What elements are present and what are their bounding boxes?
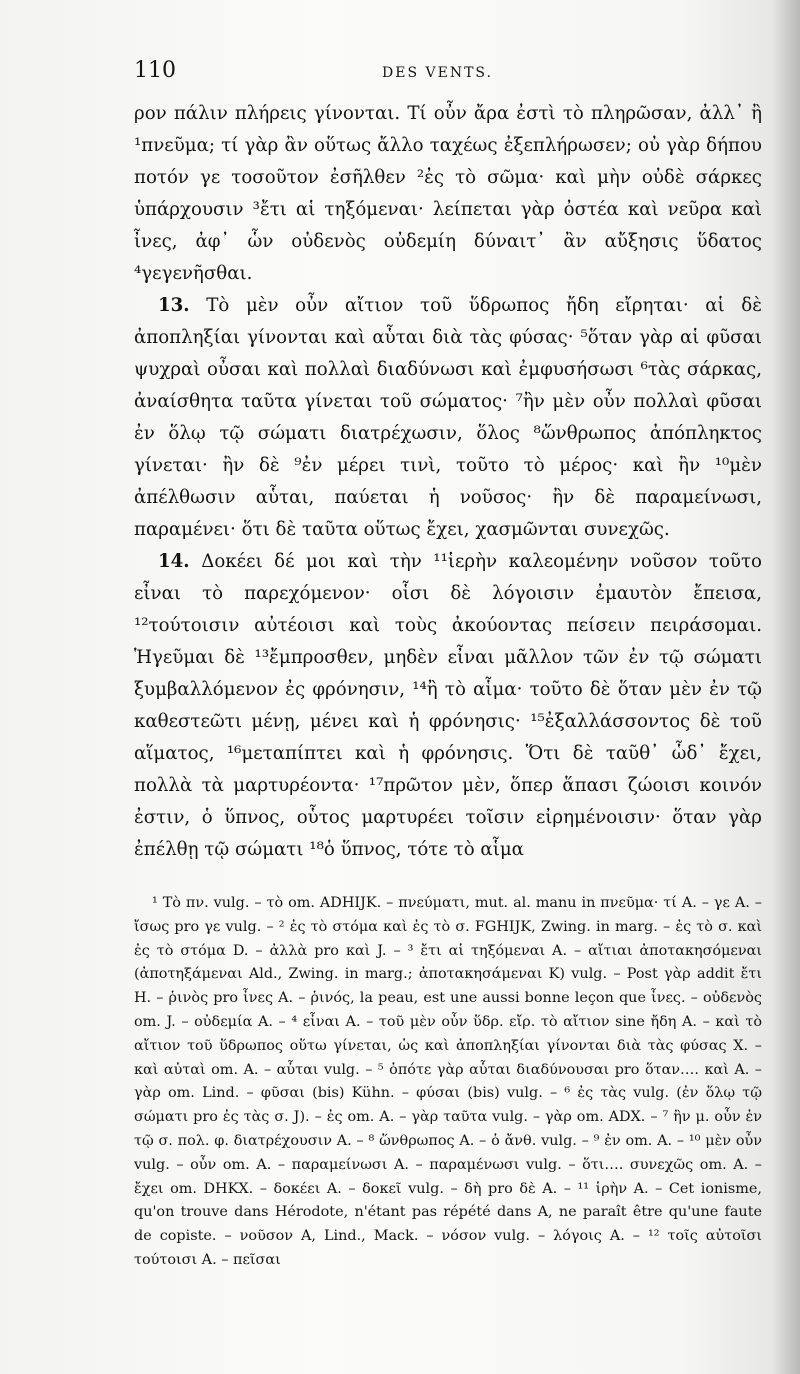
paragraph-section-14 bbox=[134, 546, 762, 866]
section-13-text: Τὸ μὲν οὖν αἴτιον τοῦ ὕδρωπος ἤδη εἴρηται· αἱ δὲ ἀποπληξίαι γίνονται καὶ αὗται διὰ τὰς φύσας· ⁵ὅταν γὰρ αἱ φῦσαι ψυχραὶ οὖσαι καὶ πολλαὶ διαδύνωσι καὶ ἐμφυσήσωσι ⁶τὰς σάρκας, ἀναίσθητα ταῦτα γίνεται τοῦ σώματος· ⁷ἢν μὲν οὖν πολλαὶ φῦσαι ἐν ὅλῳ τῷ σώματι διατρέχωσιν, ὅλος ⁸ὥνθρωπος ἀπόπληκτος γίνεται· ἢν δὲ ⁹ἐν μέρει τινὶ, τοῦτο τὸ μέρος· καὶ ἢν ¹⁰μὲν ἀπέλθωσιν αὗται, παύεται ἡ νοῦσος· ἢν δὲ παραμείνωσι, παραμένει· ὅτι δὲ ταῦτα οὕτως ἔχει, χασμῶνται συνεχῶς. bbox=[134, 295, 762, 540]
header-title: DES VENTS. bbox=[382, 65, 493, 81]
page-number: 110 bbox=[134, 58, 176, 83]
section-number-14: 14. bbox=[158, 551, 190, 572]
running-head bbox=[134, 58, 762, 98]
paragraph-section-13 bbox=[134, 290, 762, 546]
page-gutter-shadow bbox=[772, 0, 800, 1374]
paragraph-continuation: ρον πάλιν πλήρεις γίνονται. Τί οὖν ἄρα ἐστὶ τὸ πληρῶσαν, ἀλλ᾽ ἢ ¹πνεῦμα; τί γὰρ ἂν οὕτως ἄλλο ταχέως ἐξεπλήρωσεν; οὐ γὰρ δήπου ποτόν γε τοσοῦτον ἐσῆλθεν ²ἐς τὸ σῶμα· καὶ μὴν οὐδὲ σάρκες ὑπάρχουσιν ³ἔτι αἱ τηξόμεναι· λείπεται γὰρ ὀστέα καὶ νεῦρα καὶ ἶνες, ἀφ᾽ ὧν οὐδενὸς οὐδεμίη δύναιτ᾽ ἂν αὔξησις ὕδατος ⁴γεγενῆσθαι. bbox=[134, 103, 762, 284]
footnotes bbox=[134, 892, 762, 1273]
main-text bbox=[134, 98, 762, 866]
section-number-13: 13. bbox=[158, 295, 190, 316]
footnote-apparatus: ¹ Τὸ πν. vulg. – τὸ om. ADHIJK. – πνεύματι, mut. al. manu in πνεῦμα· τί A. – γε A. – ἴσως pro γε vulg. – ² ἐς τὸ στόμα καὶ ἐς τὸ σ. FGHIJK, Zwing. in marg. – ἐς τὸ σ. καὶ ἐς τὸ στόμα D. – ἀλλὰ pro καὶ J. – ³ ἔτι αἱ τηξόμεναι A. – αἴτιαι ἀποτακησόμεναι (ἀποτηξάμεναι Ald., Zwing. in marg.; ἀποτακησάμεναι K) vulg. – Post γὰρ addit ἔτι H. – ῥινὸς pro ἶνες A. – ῥινός, la peau, est une aussi bonne leçon que ἶνες. – οὐδενὸς om. J. – οὐδεμία A. – ⁴ εἶναι A. – τοῦ μὲν οὖν ὕδρ. εἴρ. τὸ αἴτιον sine ἤδη A. – καὶ τὸ αἴτιον τοῦ ὕδρωπος οὕτω γίνεται, ὡς καὶ ἀποπληξίαι γίνονται διὰ τὰς φύσας X. – καὶ αὐταὶ om. A. – αὗται vulg. – ⁵ ὁπότε γὰρ αὗται διαδύνουσαι pro ὅταν…. καὶ A. – γὰρ om. Lind. – φῦσαι (bis) Kühn. – φύσαι (bis) vulg. – ⁶ ἐς τὰς vulg. (ἐν ὅλῳ τῷ σώματι pro ἐς τὰς σ. J). – ἐς om. A. – γὰρ ταῦτα vulg. – γὰρ om. ADX. – ⁷ ἢν μ. οὖν ἐν τῷ σ. πολ. φ. διατρέχουσιν A. – ⁸ ὥνθρωπος A. – ὁ ἄνθ. vulg. – ⁹ ἐν om. A. – ¹⁰ μὲν οὖν vulg. – οὖν om. A. – παραμείνωσι A. – παραμένωσι vulg. – ὅτι…. συνεχῶς om. A. – ἔχει om. DHKX. – δοκέει A. – δοκεῖ vulg. – δὴ pro δὲ A. – ¹¹ ἱρὴν A. – Cet ionisme, qu'on trouve dans Hérodote, n'étant pas répété dans A, ne paraît être qu'une faute de copiste. – νοῦσον A, Lind., Mack. – νόσον vulg. – λόγοις A. – ¹² τοῖς αὐτοῖσι τούτοισι A. – πεῖσαι bbox=[134, 895, 762, 1268]
section-14-text: Δοκέει δέ μοι καὶ τὴν ¹¹ἱερὴν καλεομένην νοῦσον τοῦτο εἶναι τὸ παρεχόμενον· οἷσι δὲ λόγοισιν ἐμαυτὸν ἔπεισα, ¹²τούτοισιν αὐτέοισι καὶ τοὺς ἀκούοντας πείσειν πειράσομαι. Ἡγεῦμαι δὲ ¹³ἔμπροσθεν, μηδὲν εἶναι μᾶλλον τῶν ἐν τῷ σώματι ξυμβαλλόμενον ἐς φρόνησιν, ¹⁴ἢ τὸ αἷμα· τοῦτο δὲ ὅταν μὲν ἐν τῷ καθεστεῶτι μένῃ, μένει καὶ ἡ φρόνησις· ¹⁵ἐξαλλάσσοντος δὲ τοῦ αἵματος, ¹⁶μεταπίπτει καὶ ἡ φρόνησις. Ὅτι δὲ ταῦθ᾽ ὧδ᾽ ἔχει, πολλὰ τὰ μαρτυρέοντα· ¹⁷πρῶτον μὲν, ὅπερ ἅπασι ζώοισι κοινόν ἐστιν, ὁ ὕπνος, οὗτος μαρτυρέει τοῖσιν εἰρημένοισιν· ὅταν γὰρ ἐπέλθῃ τῷ σώματι ¹⁸ὁ ὕπνος, τότε τὸ αἷμα bbox=[134, 551, 762, 860]
